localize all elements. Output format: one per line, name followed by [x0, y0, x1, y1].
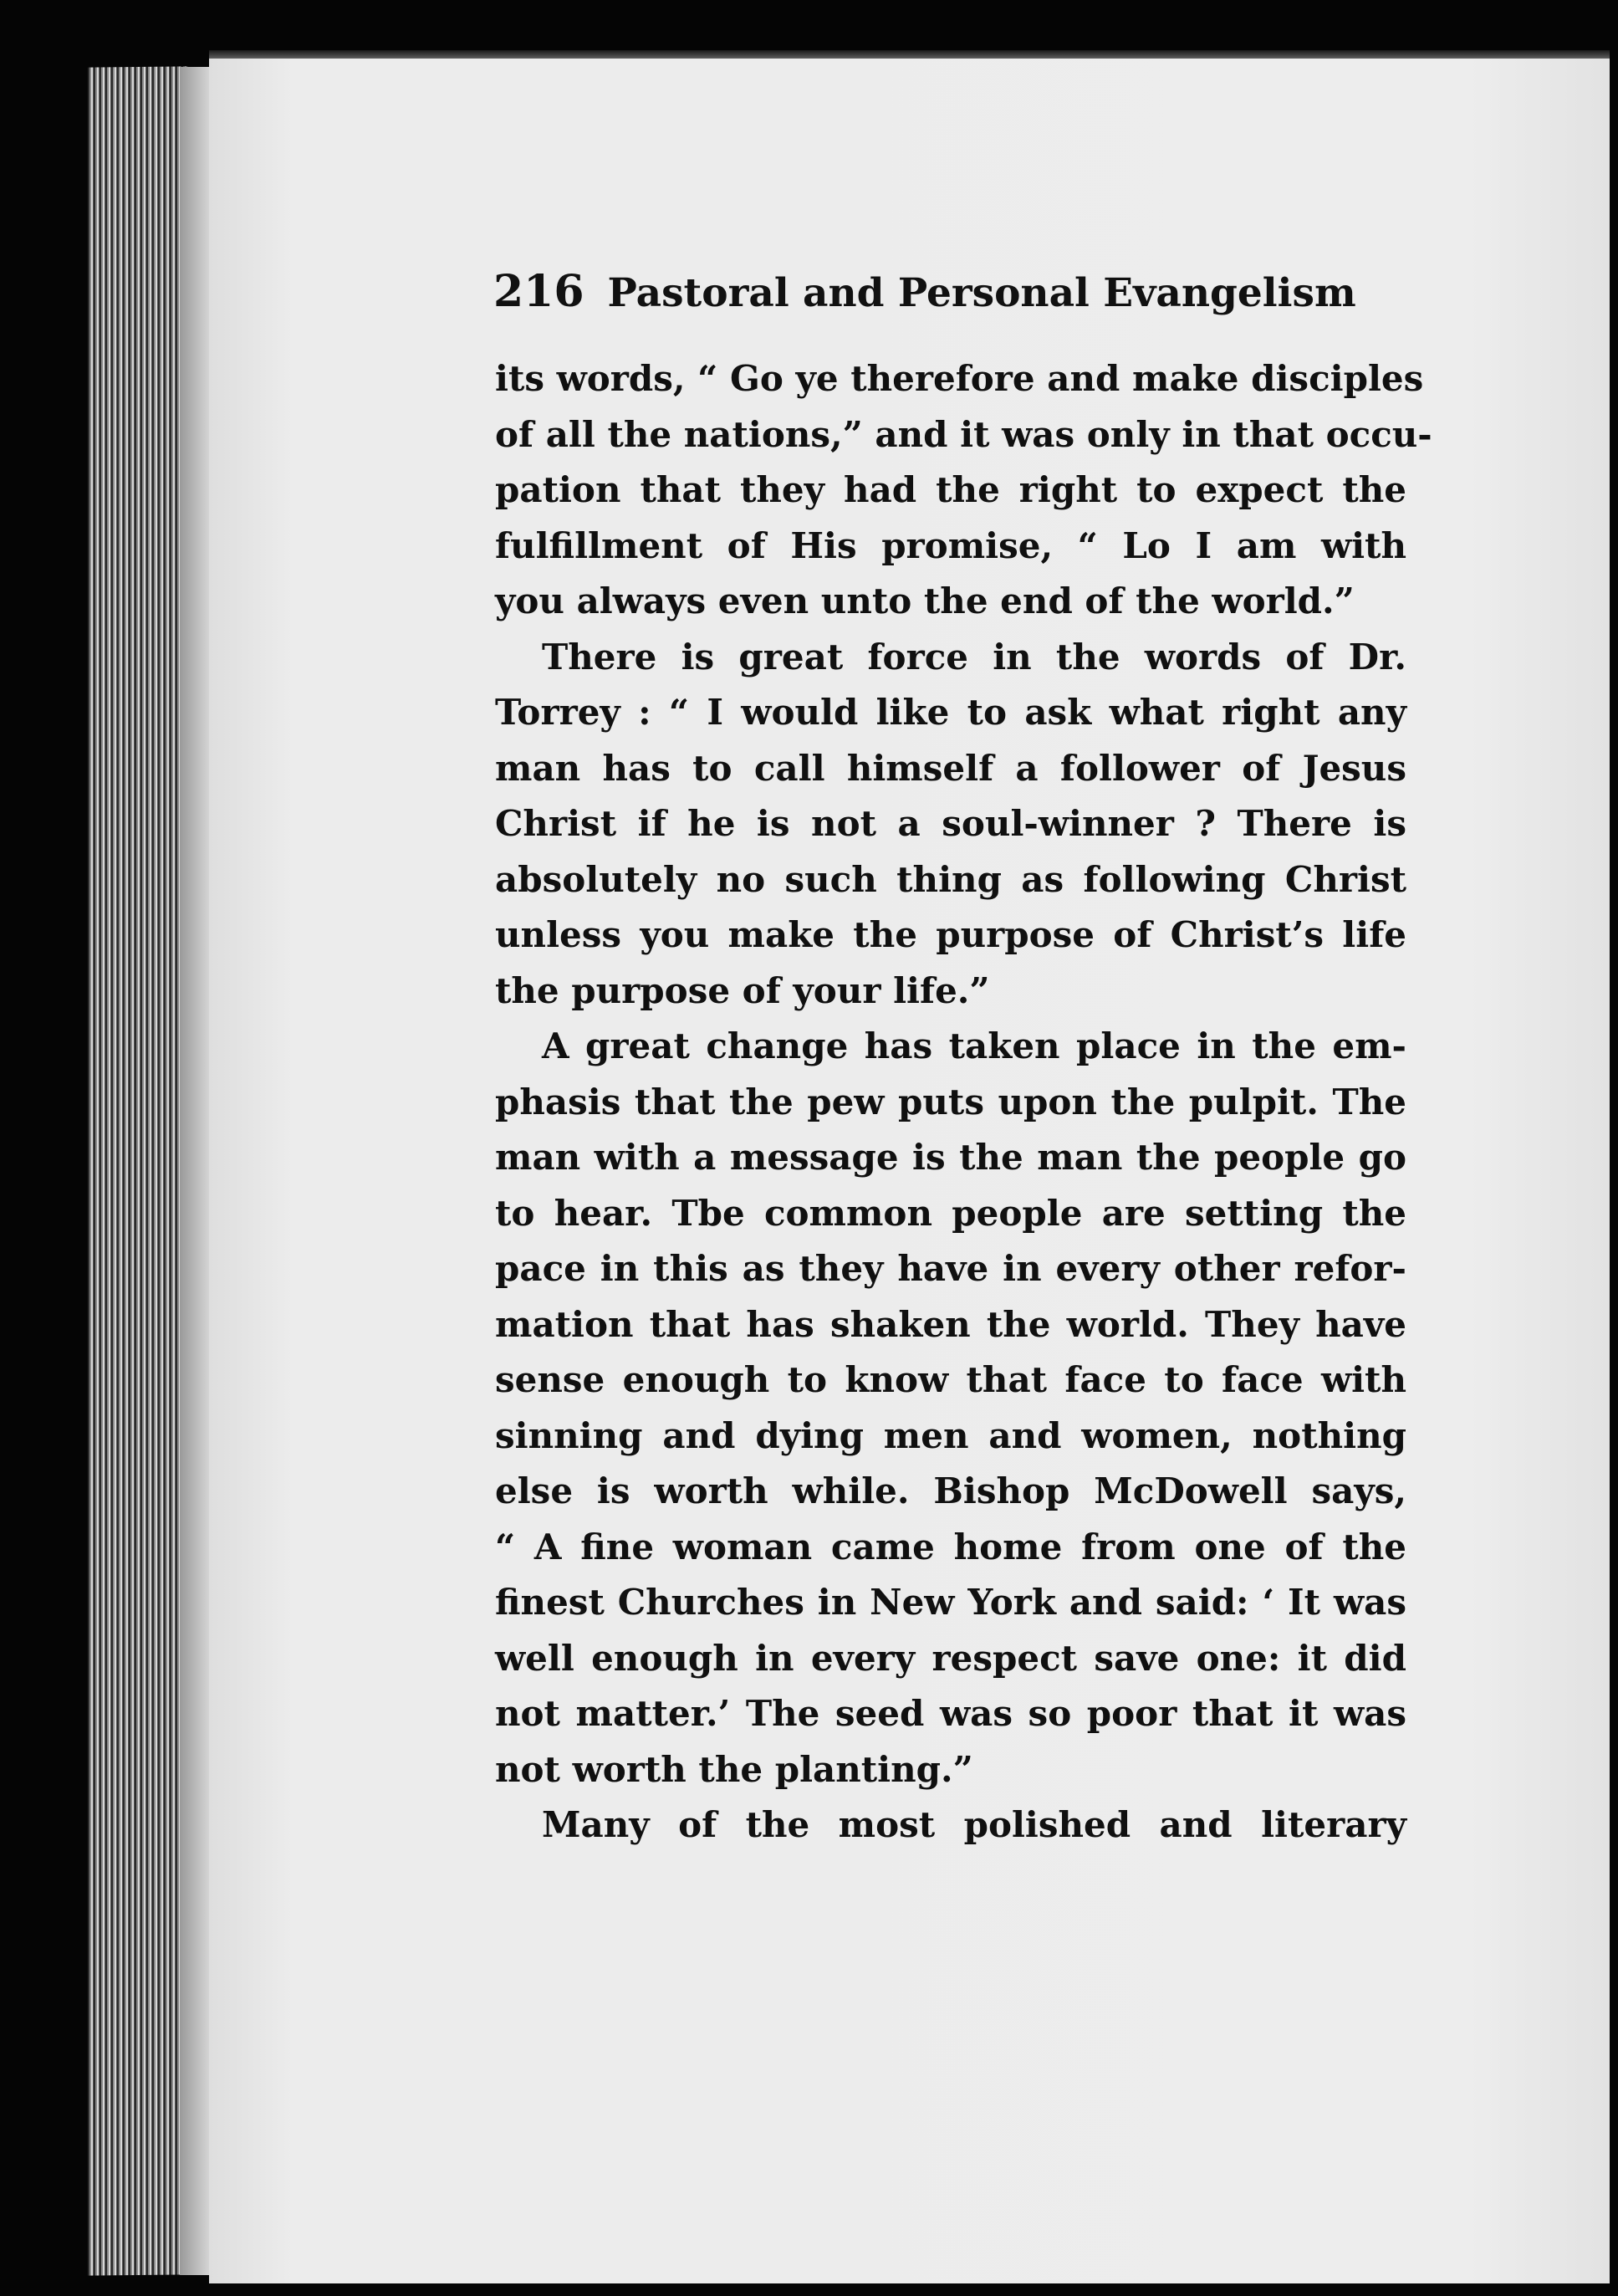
text-line: to hear. Tbe common people are setting the [495, 1192, 1406, 1234]
paragraph [495, 1019, 1406, 1797]
running-header [493, 266, 1356, 317]
running-title: Pastoral and Personal Evangelism [607, 270, 1356, 316]
text-line: pation that they had the right to expect the [495, 469, 1406, 510]
page-gutter-shade [180, 67, 213, 2275]
text-line: fulfillment of His promise, “ Lo I am with [495, 524, 1406, 566]
text-line: “ A fine woman came home from one of the [495, 1526, 1406, 1567]
text-line: Christ if he is not a soul-winner ? There is [495, 803, 1406, 844]
text-line: its words, “ Go ye therefore and make disciples [495, 358, 1424, 399]
text-line: mation that has shaken the world. They have [495, 1303, 1406, 1345]
text-line: finest Churches in New York and said: ‘ It was [495, 1582, 1406, 1623]
text-line: unless you make the purpose of Christ’s life [495, 914, 1406, 955]
text-line: absolutely no such thing as following Christ [495, 858, 1406, 900]
text-line: well enough in every respect save one: it did [495, 1637, 1406, 1679]
text-line: the purpose of your life.” [495, 969, 990, 1011]
text-line: There is great force in the words of Dr. [542, 636, 1406, 678]
page-edges [88, 66, 188, 2275]
text-line: else is worth while. Bishop McDowell says, [495, 1470, 1406, 1511]
paragraph [495, 630, 1406, 1020]
page-body [495, 351, 1432, 1854]
text-line: you always even unto the end of the world.” [495, 580, 1355, 621]
page-number: 216 [493, 266, 584, 317]
text-line: A great change has taken place in the em- [542, 1025, 1406, 1066]
text-line: man has to call himself a follower of Jesus [495, 747, 1406, 789]
text-line: man with a message is the man the people go [495, 1137, 1406, 1178]
text-line: not matter.’ The seed was so poor that it was [495, 1693, 1406, 1734]
text-line: Torrey : “ I would like to ask what right any [495, 692, 1406, 733]
text-line: sinning and dying men and women, nothing [495, 1414, 1406, 1456]
text-line: phasis that the pew puts upon the pulpit. The [495, 1081, 1406, 1122]
paragraph [495, 1797, 1406, 1854]
text-line: sense enough to know that face to face with [495, 1359, 1406, 1400]
paragraph [495, 351, 1432, 630]
text-line: of all the nations,” and it was only in that occu- [495, 413, 1432, 455]
text-line: not worth the planting.” [495, 1748, 973, 1790]
text-line: Many of the most polished and literary [542, 1804, 1406, 1845]
text-line: pace in this as they have in every other refor- [495, 1248, 1406, 1289]
